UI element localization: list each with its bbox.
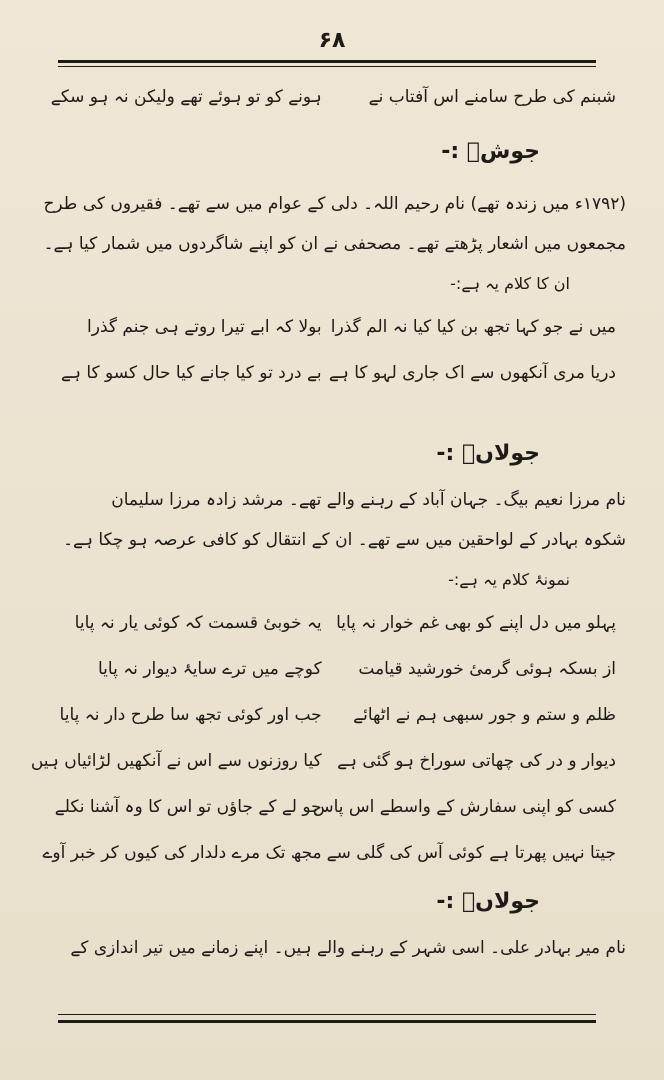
- verse-couplet: [40, 600, 630, 646]
- verse-couplet: [40, 646, 630, 692]
- bio-line: نام مرزا نعیم بیگ۔ جہان آباد کے رہنے والے تھے۔ مرشد زادہ مرزا سلیمان: [111, 490, 626, 510]
- footer-rule-thin: [58, 1014, 596, 1015]
- page-number: ۶۸: [318, 28, 346, 53]
- poet-heading-jolan-2: جولاںؔ :-: [436, 889, 540, 914]
- spacer: [40, 412, 630, 428]
- verse-first-line: کسی کو اپنی سفارش کے واسطے اس پاس: [312, 797, 616, 817]
- verse-couplet: [40, 350, 630, 396]
- verse-second-line: ہونے کو تو ہوئے تھے ولیکن نہ ہو سکے: [50, 87, 322, 107]
- poet-heading-josh: جوشؔ :-: [441, 139, 540, 164]
- bio-line: (۱۷۹۲ء میں زندہ تھے) نام رحیم اللہ۔ دلی کے عوام میں سے تھے۔ فقیروں کی طرح: [43, 194, 626, 214]
- bio-line: نام میر بہادر علی۔ اسی شہر کے رہنے والے ہیں۔ اپنے زمانے میں تیر اندازی کے: [70, 938, 626, 958]
- verse-first-line: میں نے جو کہا تجھ بن کیا کیا نہ الم گذرا: [330, 317, 616, 337]
- verse-couplet: [40, 74, 630, 120]
- verse-second-line: مجھ تک مرے دلدار کی کیوں کر خبر آوے: [42, 843, 322, 863]
- poet-heading-jolan: جولاںؔ :-: [436, 441, 540, 466]
- verse-couplet: [40, 830, 630, 876]
- verse-second-line: بولا کہ ابے تیرا روتے ہی جنم گذرا: [87, 317, 322, 337]
- header-rule-thick: [58, 60, 596, 63]
- verse-second-line: کوچے میں ترے سایۂ دیوار نہ پایا: [98, 659, 322, 679]
- header-rule-thin: [58, 66, 596, 67]
- verse-first-line: جیتا نہیں پھرتا ہے کوئی آس کی گلی سے: [326, 843, 616, 863]
- poet-bio-jolan-2: [40, 928, 630, 968]
- kalam-intro-josh: ان کا کلام یہ ہے:-: [450, 274, 570, 293]
- verse-couplet: [40, 304, 630, 350]
- verse-second-line: یہ خوبیٔ قسمت کہ کوئی یار نہ پایا: [74, 613, 322, 633]
- verse-first-line: از بسکہ ہوئی گرمیٔ خورشید قیامت: [358, 659, 616, 679]
- bio-line: مجمعوں میں اشعار پڑھتے تھے۔ مصحفی نے ان کو اپنے شاگردوں میں شمار کیا ہے۔: [43, 234, 626, 254]
- bio-line: شکوہ بہادر کے لواحقین میں سے تھے۔ ان کے انتقال کو کافی عرصہ ہو چکا ہے۔: [63, 530, 626, 550]
- kalam-intro-jolan: نمونۂ کلام یہ ہے:-: [448, 570, 570, 589]
- verse-second-line: بے درد تو کیا جانے کیا حال کسو کا ہے: [61, 363, 322, 383]
- verse-first-line: دریا مری آنکھوں سے اک جاری لہو کا ہے: [328, 363, 616, 383]
- verse-first-line: پہلو میں دل اپنے کو بھی غم خوار نہ پایا: [336, 613, 616, 633]
- verse-second-line: کیا روزنوں سے اس نے آنکھیں لڑائیاں ہیں: [30, 751, 322, 771]
- spacer: [40, 396, 630, 412]
- footer-rule-thick: [58, 1020, 596, 1023]
- verse-first-line: دیوار و در کی چھاتی سوراخ ہو گئی ہے: [337, 751, 616, 771]
- verse-first-line: ظلم و ستم و جور سبھی ہم نے اٹھائے: [353, 705, 616, 725]
- verse-second-line: جو لے کے جاؤں تو اس کا وہ آشنا نکلے: [54, 797, 322, 817]
- verse-first-line: شبنم کی طرح سامنے اس آفتاب نے: [368, 87, 616, 107]
- poet-bio-jolan: [40, 480, 630, 560]
- verse-couplet: [40, 692, 630, 738]
- page-content: [30, 74, 630, 968]
- verse-couplet: [30, 738, 630, 784]
- poet-bio-josh: [40, 184, 630, 264]
- verse-second-line: جب اور کوئی تجھ سا طرح دار نہ پایا: [59, 705, 322, 725]
- verse-couplet: [40, 784, 630, 830]
